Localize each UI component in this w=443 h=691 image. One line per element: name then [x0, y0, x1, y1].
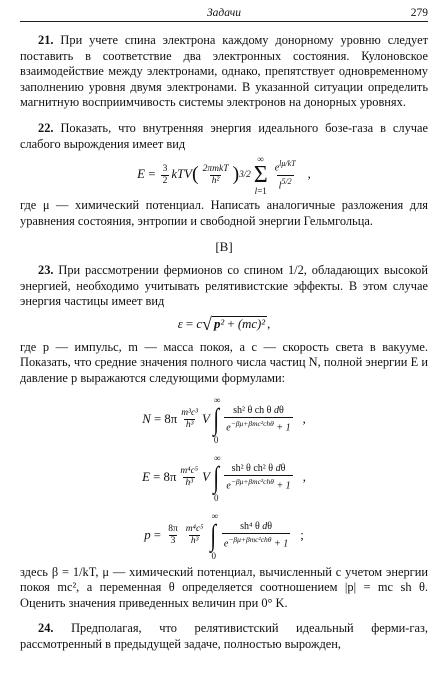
problem-23-text: При рассмотрении фермионов со спином 1/2, обладающих высокой энергией, необходимо учитывать релятивистские эффекты. В этом случае энергия частицы имеет вид [20, 262, 428, 309]
formula-pressure: p = $\frac{8\pi}{3}$ $\frac{\text{m⁴c⁵}}{\text{h³}}$ ∞ ∫ 0 $\frac{\text{sh⁴ θ dθ}}{e^{-\beta\mu+\beta mc^2ch\theta} + 1}$ ; [144, 510, 304, 561]
problem-24-text: Предполагая, что релятивистский идеальный ферми-газ, рассмотренный в предыдущей задаче, полностью вырожден, [20, 621, 428, 651]
problem-22-text: Показать, что внутренняя энергия идеального бозе-газа в случае слабого вырождения имеет вид [20, 120, 428, 151]
running-title: Задачи [206, 7, 242, 19]
formula-relativistic-energy: ε = c √ p² + (mc)² , [177, 313, 271, 334]
formula-particle-number: N = 8π $\frac{\text{m³c³}}{\text{h³}}$ V ∞ ∫ 0 $\frac{\text{sh² θ ch θ dθ}}{e^{-\beta\mu+\beta mc^2ch\theta} + 1}$ , [142, 394, 306, 445]
problem-23-closing: здесь β = 1/kT, μ — химический потенциал, вычисленный с учетом энергии покоя mc², а переменная θ определяется соотношением |p| = mc sh θ. Оценить значения приведенных величин при 0° K. [20, 564, 428, 610]
section-mark: [B] [215, 239, 233, 255]
page-content [20, 33, 428, 652]
formula-bose-energy: E = $\frac{3}{2}$ kTV ( $\frac{\text{2πmkT}}{\text{h²}}$ ) 3/2 ∞ Σ l=1 $\frac{e^{l\mu/kT}}{l^{5/2}}$ , [137, 154, 311, 197]
problem-24-number: 24. [38, 621, 54, 636]
problem-22-number: 22. [38, 120, 54, 135]
problem-23 [20, 263, 428, 310]
problem-21 [20, 33, 428, 111]
page-number: 279 [410, 7, 428, 19]
problem-23-number: 23. [38, 262, 54, 277]
problem-24 [20, 621, 428, 652]
page-header [20, 6, 428, 22]
problem-21-text: При учете спина электрона каждому донорному уровню следует поставить в соответствие два электронных состояния. Кулоновское взаимодействие между электронами, однако, препятствует одновременному заполнению уровня двумя электронами. В указанной ситуации определить магнитную восприимчивость системы электронов на донорных уровнях. [20, 33, 428, 110]
problem-21-number: 21. [38, 33, 54, 47]
formula-total-energy: E = 8π $\frac{\text{m⁴c⁵}}{\text{h³}}$ V ∞ ∫ 0 $\frac{\text{sh² θ ch² θ dθ}}{e^{-\beta\mu+\beta mc^2ch\theta} + 1}$ , [142, 452, 306, 503]
problem-22 [20, 121, 428, 152]
problem-22-after: где μ — химический потенциал. Написать аналогичные разложения для уравнения состояния, энтропии и свободной энергии Гельмгольца. [20, 198, 428, 228]
problem-23-after: где p — импульс, m — масса покоя, а c — скорость света в вакууме. Показать, что средние значения полного числа частиц N, полной энергии E и давление p выражаются следующими формулами: [20, 339, 428, 385]
